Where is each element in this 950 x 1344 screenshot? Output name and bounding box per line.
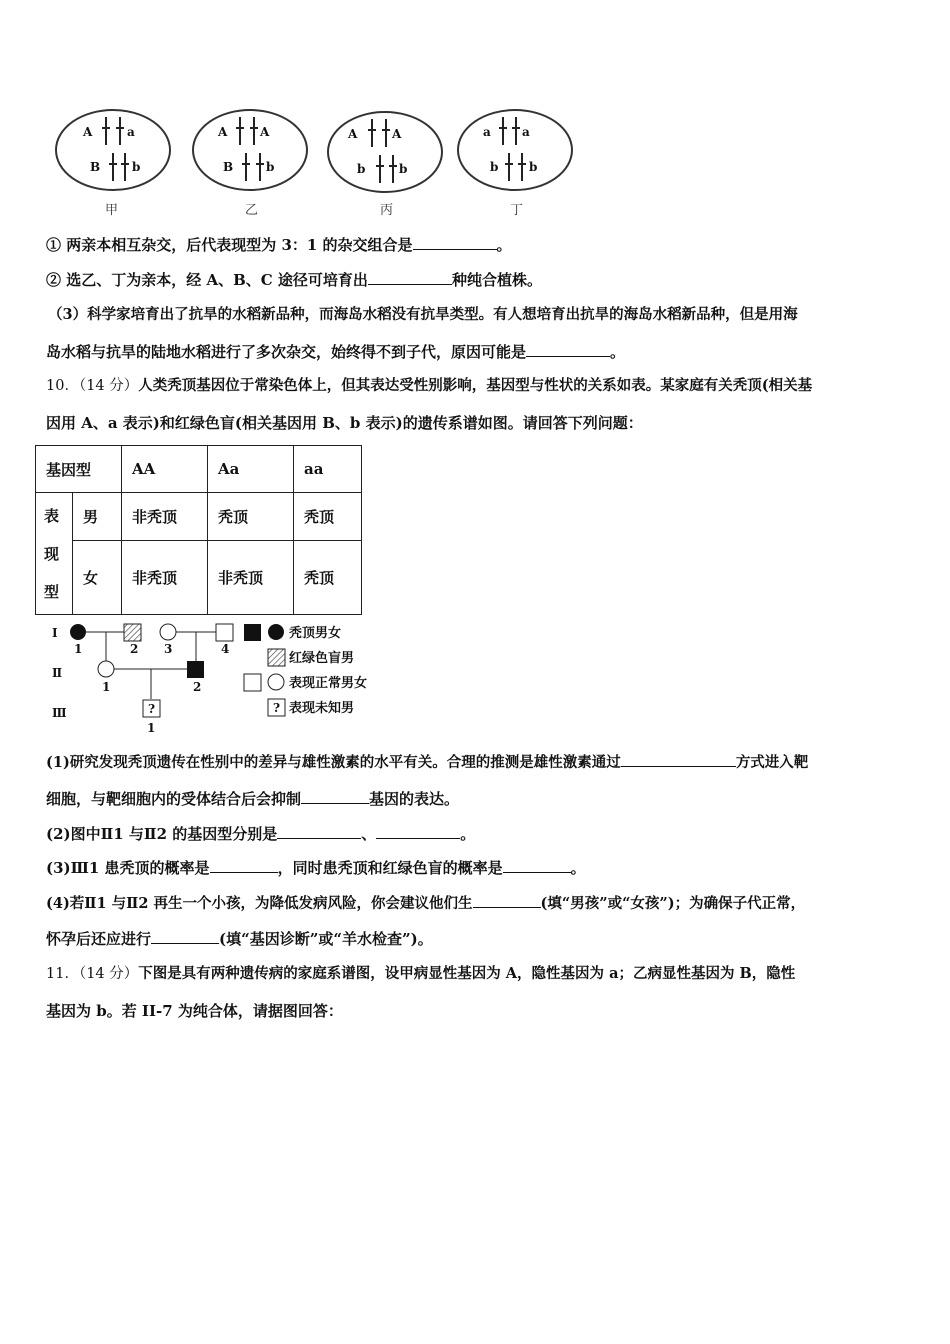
- cell-ding-bottom-right: b: [529, 160, 538, 174]
- cell-label-yi: 乙: [245, 203, 259, 218]
- ped-I2-colorblind-male: [124, 624, 141, 641]
- legend-colorblind-male-icon: [268, 649, 285, 666]
- table-header-AA: AA: [122, 446, 208, 493]
- q10-sub3: (3)Ⅲ1 患秃顶的概率是 ，同时患秃顶和红绿色盲的概率是 。: [46, 859, 586, 877]
- table-header-aa: aa: [294, 446, 362, 493]
- legend-label: 红绿色盲男: [289, 651, 355, 666]
- cell-ding: [458, 110, 572, 190]
- pedigree-chart: [40, 615, 400, 740]
- q10-number: 10．（14 分）: [46, 378, 139, 394]
- cell-yi: [193, 110, 307, 190]
- ped-I3-normal-female: [160, 624, 176, 640]
- table-cell: 非秃顶: [122, 541, 208, 615]
- q10-sub1-line1: (1)研究发现秃顶遗传在性别中的差异与雄性激素的水平有关。合理的推测是雄性激素通过 方式进入靶: [46, 754, 809, 771]
- gen-label-3: Ⅲ: [52, 706, 67, 720]
- cell-bing: [328, 112, 442, 192]
- cell-yi-top-left: A: [218, 125, 228, 139]
- table-header-Aa: Aa: [208, 446, 294, 493]
- cell-jia-bottom-right: b: [132, 160, 141, 174]
- ped-number: 4: [221, 642, 230, 656]
- legend-normal-male-icon: [244, 674, 261, 691]
- table-sex-male: 男: [73, 493, 122, 541]
- q11-number: 11．（14 分）: [46, 966, 139, 982]
- cell-bing-bottom-right: b: [399, 162, 408, 176]
- q10-sub2: (2)图中Ⅱ1 与Ⅱ2 的基因型分别是 、 。: [46, 825, 476, 843]
- table-phenotype-label: 表现型: [36, 493, 73, 615]
- q9-part2: ② 选乙、丁为亲本，经 A、B、C 途径可培育出 种纯合植株。: [46, 271, 542, 289]
- cell-label-jia: 甲: [105, 203, 119, 218]
- legend-label: 表现正常男女: [289, 676, 368, 691]
- table-sex-female: 女: [73, 541, 122, 615]
- cell-yi-bottom-left: B: [223, 160, 234, 174]
- ped-number: 3: [164, 642, 173, 656]
- q9-part3-line1: （3）科学家培育出了抗旱的水稻新品种，而海岛水稻没有抗旱类型。有人想培育出抗旱的海岛水稻新品种，但是用海: [48, 306, 798, 323]
- cell-ding-top-left: a: [483, 125, 491, 139]
- q11-intro-line2: 基因为 b。若 II-7 为纯合体，请据图回答：: [46, 1002, 343, 1020]
- q9-part3-line2: 岛水稻与抗旱的陆地水稻进行了多次杂交，始终得不到子代，原因可能是 。: [46, 343, 626, 361]
- unknown-mark: ?: [148, 702, 156, 716]
- q10-sub1-line2: 细胞，与靶细胞内的受体结合后会抑制 基因的表达。: [46, 790, 460, 808]
- ped-number: 1: [102, 680, 111, 694]
- ped-number: 2: [130, 642, 139, 656]
- unknown-mark: ?: [273, 701, 281, 715]
- cell-yi-bottom-right: b: [266, 160, 275, 174]
- ped-II1-normal-female: [98, 661, 114, 677]
- cell-bing-top-right: A: [392, 127, 402, 141]
- ped-number: 2: [193, 680, 202, 694]
- legend-label: 秃顶男女: [289, 626, 342, 641]
- ped-I4-normal-male: [216, 624, 233, 641]
- table-cell: 非秃顶: [122, 493, 208, 541]
- cell-yi-top-right: A: [260, 125, 270, 139]
- ped-II2-bald-male: [187, 661, 204, 678]
- cell-jia-bottom-left: B: [90, 160, 101, 174]
- pedigree-legend: [244, 624, 367, 716]
- legend-normal-female-icon: [268, 674, 284, 690]
- cell-bing-bottom-left: b: [357, 162, 366, 176]
- cell-ding-bottom-left: b: [490, 160, 499, 174]
- q9-part1: ① 两亲本相互杂交，后代表现型为 3：1 的杂交组合是 。: [46, 236, 512, 254]
- legend-bald-male-icon: [244, 624, 261, 641]
- cell-jia-top-left: A: [83, 125, 93, 139]
- ped-I1-bald-female: [70, 624, 86, 640]
- gen-label-2: Ⅱ: [52, 666, 63, 680]
- genotype-table: [35, 445, 362, 615]
- table-cell: 秃顶: [294, 541, 362, 615]
- q10-intro-line2: 因用 A、a 表示)和红绿色盲(相关基因用 B、b 表示)的遗传系谱如图。请回答下列问题：: [46, 414, 643, 432]
- gen-label-1: Ⅰ: [52, 626, 58, 640]
- cell-label-bing: 丙: [380, 203, 394, 218]
- table-cell: 秃顶: [294, 493, 362, 541]
- table-cell: 秃顶: [208, 493, 294, 541]
- q11-intro-line1: 11．（14 分）下图是具有两种遗传病的家庭系谱图，设甲病显性基因为 A，隐性基因为 a；乙病显性基因为 B，隐性: [46, 965, 796, 982]
- ped-number: 1: [147, 721, 156, 735]
- table-header-genotype: 基因型: [36, 446, 122, 493]
- legend-label: 表现未知男: [289, 701, 355, 716]
- legend-bald-female-icon: [268, 624, 284, 640]
- cell-ding-top-right: a: [522, 125, 530, 139]
- q10-sub4-line2: 怀孕后还应进行 (填“基因诊断”或“羊水检查”)。: [46, 930, 433, 948]
- cell-jia-top-right: a: [127, 125, 135, 139]
- q10-intro-line1: 10．（14 分）人类秃顶基因位于常染色体上，但其表达受性别影响，基因型与性状的关系如表。某家庭有关秃顶(相关基: [46, 377, 813, 394]
- cell-label-ding: 丁: [510, 203, 524, 218]
- cell-jia: [56, 110, 170, 190]
- cell-bing-top-left: A: [348, 127, 358, 141]
- ped-number: 1: [74, 642, 83, 656]
- table-cell: 非秃顶: [208, 541, 294, 615]
- cell-diagrams: [50, 105, 590, 220]
- q10-sub4-line1: (4)若Ⅱ1 与Ⅱ2 再生一个小孩，为降低发病风险，你会建议他们生 (填“男孩”或“女孩”)；为确保子代正常，: [46, 895, 806, 912]
